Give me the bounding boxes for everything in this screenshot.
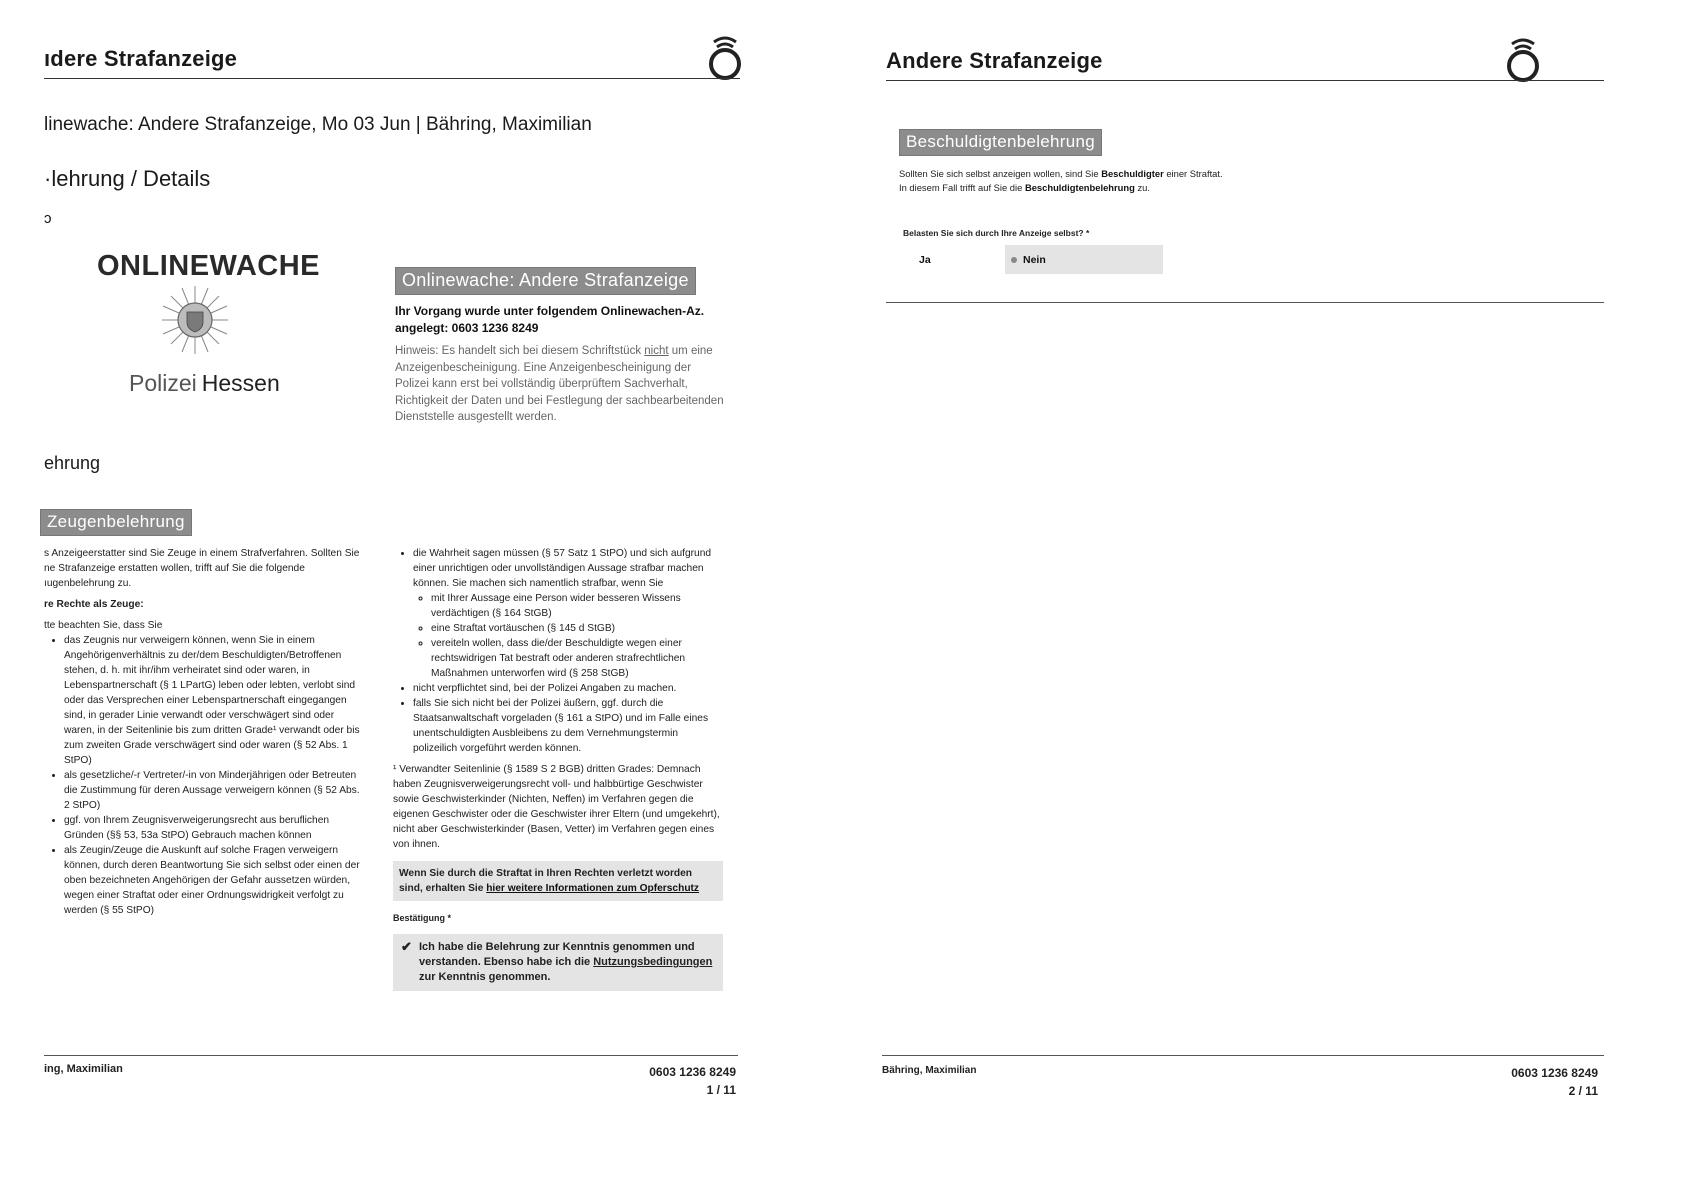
option-nein[interactable] — [1005, 245, 1163, 274]
intro-text: s Anzeigeerstatter sind Sie Zeuge in einem Strafverfahren. Sollten Sie ne Strafanzeige erstatten wollen, trifft auf Sie die folgende ıugenbelehrung zu. — [44, 548, 360, 589]
onlinewache-logo-text: ONLINEWACHE — [97, 250, 320, 282]
please-note: tte beachten Sie, dass Sie — [44, 620, 163, 631]
confirm-checkbox[interactable] — [393, 934, 723, 991]
footer-page: 2 / 11 — [1568, 1084, 1598, 1098]
opferschutz-box — [393, 861, 723, 901]
checkmark-icon: ✔ — [401, 939, 412, 954]
zeugenbelehrung-box — [40, 509, 192, 536]
footer-az: 0603 1236 8249 — [1511, 1066, 1598, 1080]
self-incrimination-question: Belasten Sie sich durch Ihre Anzeige selbst? * — [903, 228, 1090, 238]
police-star-icon — [160, 284, 230, 356]
hinweis-part-1: Hinweis: Es handelt sich bei diesem Schriftstück — [395, 345, 645, 357]
section-rule — [886, 302, 1604, 303]
list-item — [413, 546, 723, 681]
left-column — [44, 546, 364, 918]
option-ja[interactable]: Ja — [919, 254, 931, 266]
bullet-text: die Wahrheit sagen müssen (§ 57 Satz 1 StPO) und sich aufgrund einer unrichtigen oder unvollständigen Aussage strafbar machen können. Sie machen sich namentlich strafbar, wenn Sie — [413, 548, 712, 589]
option-nein-inner — [1011, 254, 1046, 266]
list-item: • das Zeugnis nur verweigern können, wenn Sie in einem Angehörigenverhältnis zu der/dem Beschuldigten/Betroffenen stehen, d. h. mit ihr/ihm verheiratet sind oder waren, in Lebenspartnerschaft (§ 1 LPartG) leben oder lebten, verlobt sind oder das Versprechen einer Lebenspartnerschaft eingegangen sind, in gerader Linie verwandt oder verschwägert sind oder waren, in der Seitenlinie bis zum dritten Grade¹ verwandt oder bis zum zweiten Grade verschwägert sind oder waren (§ 52 Abs. 1 StPO) — [64, 633, 364, 768]
onlinewache-box-title: Onlinewache: Andere Strafanzeige — [395, 267, 696, 295]
header-rule — [44, 78, 740, 79]
right-column — [393, 546, 723, 991]
rights-heading: re Rechte als Zeuge: — [44, 599, 144, 610]
header-rule — [886, 80, 1604, 81]
logo-org-bold: Hessen — [201, 370, 280, 396]
text-part-2: einer Straftat. In diesem Fall trifft auf Sie die — [899, 168, 1223, 193]
text-part-1: Sollten Sie sich selbst anzeigen wollen, sind Sie — [899, 168, 1102, 179]
footnote: ¹ Verwandter Seitenlinie (§ 1589 S 2 BGB) dritten Grades: Demnach haben Zeugnisverweigerungsrecht voll- und halbbürtige Geschwister sowie Geschwisterkinder (Nichten, Neffen) im Verfahren gegen die eigenen Geschwister oder die Geschwister ihrer Eltern (und umgekehrt), nicht aber Geschwisterkinder (Basen, Vetter) im Verfahren gegen eines von ihnen. — [393, 764, 720, 850]
confirm-text-end: zur Kenntnis genommen. — [419, 971, 551, 983]
list-item: • als gesetzliche/-r Vertreter/-in von Minderjährigen oder Betreuten die Zustimmung für deren Aussage verweigern können (§ 52 Abs. 2 StPO) — [64, 768, 364, 813]
list-item: • ggf. von Ihrem Zeugnisverweigerungsrecht aus beruflichen Gründen (§§ 53, 53a StPO) Gebrauch machen können — [64, 813, 364, 843]
page-header-title: ıdere Strafanzeige — [44, 46, 238, 71]
beschuldigtenbelehrung-title: Beschuldigtenbelehrung — [899, 129, 1102, 156]
belehrung-heading: ehrung — [44, 453, 101, 473]
onlinewache-info — [395, 267, 727, 426]
confirm-text: Ich habe die Belehrung zur Kenntnis genommen und verstanden. Ebenso habe ich die — [419, 941, 695, 968]
vorgang-line-1: Ihr Vorgang wurde unter folgendem Onlinewachen-Az. — [395, 304, 705, 318]
footer-rule — [44, 1055, 738, 1056]
zeugenbelehrung-title: Zeugenbelehrung — [40, 509, 192, 536]
hinweis-text — [395, 343, 727, 426]
police-logo-icon — [702, 32, 748, 82]
sub-list-item: ◦ mit Ihrer Aussage eine Person wider besseren Wissens verdächtigen (§ 164 StGB) — [431, 591, 723, 621]
list-item: • nicht verpflichtet sind, bei der Polizei Angaben zu machen. — [413, 681, 723, 696]
opferschutz-text: Wenn Sie durch die Straftat in Ihren Rechten verletzt worden sind, erhalten Sie — [399, 868, 693, 894]
duties-list — [393, 546, 723, 756]
vorgang-line-2: angelegt: 0603 1236 8249 — [395, 321, 539, 335]
text-bold-1: Beschuldigter — [1101, 168, 1164, 179]
option-nein-label: Nein — [1023, 254, 1046, 266]
confirm-label: Bestätigung * — [393, 913, 452, 923]
beschuldigten-text — [899, 167, 1229, 195]
polizei-hessen-logo-text — [129, 370, 280, 397]
cut-off-glyph: ɔ — [44, 210, 52, 227]
section-title: ·lehrung / Details — [44, 166, 211, 191]
sub-list-item: ◦ vereiteln wollen, dass die/der Beschuldigte wegen einer rechtswidrigen Tat bestraft oder anderen strafrechtlichen Maßnahmen unterworfen wird (§ 258 StGB) — [431, 636, 723, 681]
page-header-title: Andere Strafanzeige — [886, 48, 1103, 73]
text-part-3: zu. — [1134, 182, 1150, 193]
sub-list — [413, 591, 723, 681]
list-item: • falls Sie sich nicht bei der Polizei äußern, ggf. durch die Staatsanwaltschaft vorgeladen (§ 161 a StPO) und im Falle eines unentschuldigten Ausbleibens zu dem Vernehmungstermin polizeilich vorgeführt werden können. — [413, 696, 723, 756]
beschuldigtenbelehrung-box — [899, 129, 1102, 156]
footer-rule — [882, 1055, 1604, 1056]
page-2 — [882, 0, 1682, 1199]
hinweis-part-2: um eine Anzeigenbescheinigung. Eine Anzeigenbescheinigung der Polizei kann erst bei vollständig überprüftem Sachverhalt, Richtigkeit der Daten und bei Festlegung der sachbearbeitenden Dienststelle ausgestellt werden. — [395, 345, 724, 423]
nutzungsbedingungen-link[interactable]: Nutzungsbedingungen — [593, 956, 713, 968]
sub-list-item: ◦ eine Straftat vortäuschen (§ 145 d StGB) — [431, 621, 723, 636]
page-subtitle: linewache: Andere Strafanzeige, Mo 03 Jun | Bähring, Maximilian — [44, 114, 592, 135]
footer-page: 1 / 11 — [706, 1083, 736, 1097]
opferschutz-link[interactable]: hier weitere Informationen zum Opferschutz — [486, 883, 700, 894]
page-1 — [0, 0, 820, 1199]
footer-az: 0603 1236 8249 — [649, 1065, 736, 1079]
logo-org-light: Polizei — [129, 370, 197, 396]
rights-list — [44, 633, 364, 918]
police-logo-icon — [1500, 34, 1546, 84]
text-bold-2: Beschuldigtenbelehrung — [1024, 182, 1135, 193]
list-item: • als Zeugin/Zeuge die Auskunft auf solche Fragen verweigern können, durch deren Beantwortung Sie sich selbst oder einen der oben bezeichneten Angehörigen der Gefahr aussetzen würden, wegen einer Straftat oder einer Ordnungswidrigkeit verfolgt zu werden (§ 55 StPO) — [64, 843, 364, 918]
radio-selected-icon — [1011, 257, 1017, 263]
footer-name: ing, Maximilian — [44, 1063, 123, 1075]
footer-name: Bähring, Maximilian — [882, 1065, 977, 1076]
hinweis-nicht: nicht — [644, 345, 669, 357]
